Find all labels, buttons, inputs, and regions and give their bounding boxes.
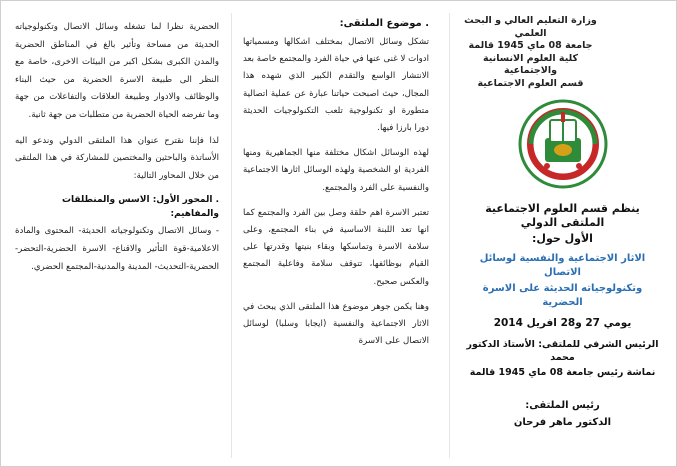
fold-line-right (449, 13, 450, 458)
institution-line: وزارة التعليم العالي و البحث العلمي (464, 15, 597, 39)
paragraph: تشكل وسائل الاتصال بمختلف اشكالها ومسمياتها ادوات لا غنى عنها في حياة الفرد والمجتمع خاصة بعد الانتشار الواسع والتقدم الكبير الذي شهده هذا المجال، حيث اصبحت حياتنا عبارة عن عملية اتصالية متطورة او تكنولوجية تلعب التكنولوجيات الحديثة دورا بارزا فيها. (243, 37, 429, 134)
topic-panel (233, 1, 445, 466)
paragraph: وهنا يكمن جوهر موضوع هذا الملتقى الذي يبحث في الاثار الاجتماعية والنفسية (ايجابا وسلبا) لوسائل الاتصال على الاسرة (243, 301, 429, 347)
section-title: . موضوع الملتقى: (339, 18, 429, 29)
conference-head-label: رئيس الملتقى: (525, 400, 600, 411)
organizer-line: ينظم قسم العلوم الاجتماعية الملتقى الدولي (485, 202, 640, 229)
cover-panel (453, 1, 677, 466)
axes-panel (9, 1, 231, 466)
conference-head-name: الدكتور ماهر فرحان (513, 417, 612, 428)
theme-line: وتكنولوجياته الحديثة على الاسرة الحضرية (482, 283, 643, 308)
institution-line: جامعة 08 ماي 1945 قالمة (468, 40, 593, 51)
fold-line-left (231, 13, 232, 458)
university-emblem-icon (515, 96, 611, 192)
paragraph: تعتبر الاسرة اهم حلقة وصل بين الفرد والمجتمع كما انها تعد اللبنة الاساسية في بناء المجتمع، وعلى سلامة الاسرة وتماسكها وبقاء بنيتها وقدرتها على القيام بوظائفها، تتوقف سلامة وفاعلية المجتمع والعكس صحيح. (243, 207, 429, 287)
honorary-chair-line: الرئيس الشرفي للملتقى: الأستاذ الدكتور محمد (466, 339, 659, 363)
theme-line: الاثار الاجتماعية والنفسية لوسائل الاتصال (479, 253, 646, 278)
axis-title: . المحور الأول: الاسس والمنطلقات والمفاهيم: (61, 195, 219, 220)
institution-line: قسم العلوم الاجتماعية (477, 77, 584, 89)
conference-dates: يومي 27 و28 افريل 2014 (493, 317, 632, 329)
axis-bullet: - وسائل الاتصال وتكنولوجياته الحديثة- المحتوى والمادة الاعلامية-قوة التأثير والاقناع- الاسرة الحضرية-التحضر-الحضرية-التحديث- المدينة والمدنية-المجتمع الحضري. (15, 226, 219, 272)
paragraph: لهذه الوسائل اشكال مختلفة منها الجماهيرية ومنها الفردية او الشخصية ولهذه الوسائل اثارها الاجتماعية والنفسية على الفرد والمجتمع. (243, 148, 429, 193)
paragraph: الحضرية نظرا لما تشغله وسائل الاتصال وتكنولوجياته الحديثة من مساحة وتأثير بالغ في المناطق الحضرية والمدن الكبرى بشكل اكبر من البيئات الاخرى، خاصة مع النظر الى طبيعة الاسرة الحضرية من حيث البناء والوظائف والادوار وطبيعة العلاقات والتفاعلات من جهة وما تفرضه الحياة الحضرية من متطلبات من جهة ثانية. (15, 22, 219, 120)
honorary-chair-line: نماشة رئيس جامعة 08 ماي 1945 قالمة (469, 367, 656, 378)
topic-intro: الأول حول: (532, 232, 593, 245)
paragraph: لذا فإننا نقترح عنوان هذا الملتقى الدولي وندعو اليه الأساتذة والباحثين والمختصين للمشاركة في هذا الملتقى من خلال المحاور التالية: (15, 135, 219, 181)
institution-line: كلية العلوم الانسانية والاجتماعية (483, 52, 578, 76)
